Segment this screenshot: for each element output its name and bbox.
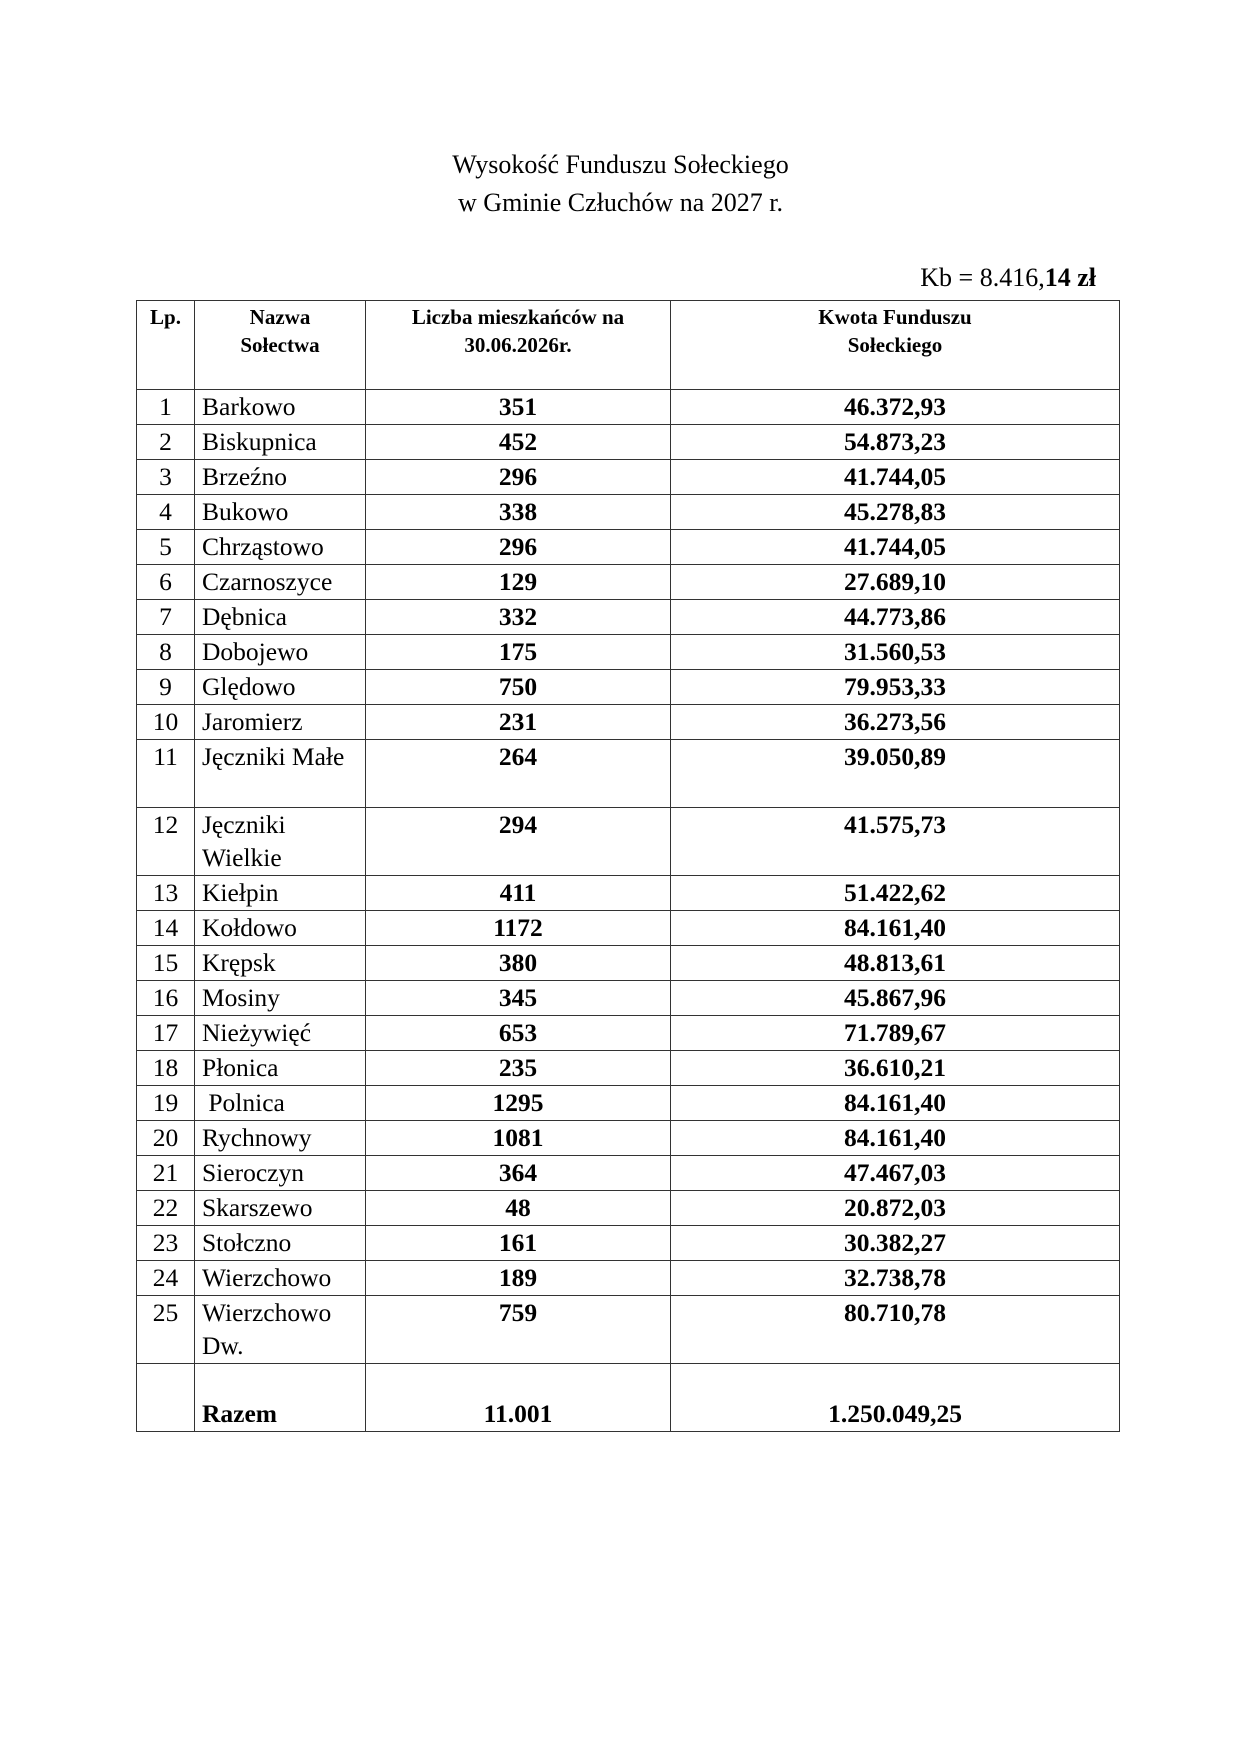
table-row bbox=[137, 1121, 1120, 1156]
row-amount: 30.382,27 bbox=[671, 1226, 1120, 1261]
table-row bbox=[137, 1051, 1120, 1086]
row-name: Dębnica bbox=[195, 600, 366, 635]
row-population: 235 bbox=[366, 1051, 671, 1086]
row-name: Stołczno bbox=[195, 1226, 366, 1261]
row-population: 48 bbox=[366, 1191, 671, 1226]
row-amount: 79.953,33 bbox=[671, 670, 1120, 705]
row-lp: 7 bbox=[137, 600, 195, 635]
table-row bbox=[137, 808, 1120, 876]
row-amount: 84.161,40 bbox=[671, 1086, 1120, 1121]
row-amount: 36.273,56 bbox=[671, 705, 1120, 740]
row-population: 452 bbox=[366, 425, 671, 460]
header-population-line-1: Liczba mieszkańców na bbox=[411, 305, 625, 329]
table-row bbox=[137, 705, 1120, 740]
row-population: 1172 bbox=[366, 911, 671, 946]
table-row bbox=[137, 600, 1120, 635]
row-lp: 11 bbox=[137, 740, 195, 808]
table-row bbox=[137, 670, 1120, 705]
row-lp: 21 bbox=[137, 1156, 195, 1191]
header-row bbox=[137, 301, 1120, 390]
row-population: 296 bbox=[366, 530, 671, 565]
row-lp: 20 bbox=[137, 1121, 195, 1156]
table-row bbox=[137, 911, 1120, 946]
row-name: Brzeźno bbox=[195, 460, 366, 495]
row-lp: 22 bbox=[137, 1191, 195, 1226]
row-population: 351 bbox=[366, 390, 671, 425]
row-lp: 24 bbox=[137, 1261, 195, 1296]
row-population: 380 bbox=[366, 946, 671, 981]
row-name: Nieżywięć bbox=[195, 1016, 366, 1051]
row-population: 189 bbox=[366, 1261, 671, 1296]
row-name: Chrząstowo bbox=[195, 530, 366, 565]
row-population: 364 bbox=[366, 1156, 671, 1191]
row-lp: 25 bbox=[137, 1296, 195, 1364]
row-lp: 10 bbox=[137, 705, 195, 740]
row-amount: 20.872,03 bbox=[671, 1191, 1120, 1226]
row-name: Płonica bbox=[195, 1051, 366, 1086]
row-amount: 41.744,05 bbox=[671, 530, 1120, 565]
row-population: 338 bbox=[366, 495, 671, 530]
row-lp: 2 bbox=[137, 425, 195, 460]
table-row bbox=[137, 1261, 1120, 1296]
table-row bbox=[137, 946, 1120, 981]
row-name: Kiełpin bbox=[195, 876, 366, 911]
total-label: Razem bbox=[195, 1364, 366, 1432]
row-lp: 17 bbox=[137, 1016, 195, 1051]
row-amount: 41.744,05 bbox=[671, 460, 1120, 495]
row-lp: 4 bbox=[137, 495, 195, 530]
row-population: 294 bbox=[366, 808, 671, 876]
row-population: 175 bbox=[366, 635, 671, 670]
header-lp-text: Lp. bbox=[150, 305, 181, 329]
row-amount: 45.278,83 bbox=[671, 495, 1120, 530]
row-lp: 9 bbox=[137, 670, 195, 705]
row-amount: 45.867,96 bbox=[671, 981, 1120, 1016]
row-population: 411 bbox=[366, 876, 671, 911]
row-name: Skarszewo bbox=[195, 1191, 366, 1226]
row-name: Dobojewo bbox=[195, 635, 366, 670]
row-name: Jęczniki Małe bbox=[195, 740, 366, 808]
table-row bbox=[137, 1016, 1120, 1051]
row-name: Barkowo bbox=[195, 390, 366, 425]
row-amount: 51.422,62 bbox=[671, 876, 1120, 911]
kb-prefix: Kb = 8.416, bbox=[920, 263, 1045, 292]
kb-suffix: 14 zł bbox=[1044, 263, 1096, 292]
row-population: 264 bbox=[366, 740, 671, 808]
row-population: 759 bbox=[366, 1296, 671, 1364]
row-name: Jęczniki Wielkie bbox=[195, 808, 366, 876]
row-name: Bukowo bbox=[195, 495, 366, 530]
row-name: Sieroczyn bbox=[195, 1156, 366, 1191]
row-name: Mosiny bbox=[195, 981, 366, 1016]
fund-table bbox=[136, 300, 1120, 1432]
document-title bbox=[0, 146, 1241, 222]
header-amount-line-1: Kwota Funduszu bbox=[818, 305, 972, 329]
kb-value bbox=[920, 263, 1096, 293]
header-amount-line-2: Sołeckiego bbox=[847, 333, 943, 357]
row-population: 1295 bbox=[366, 1086, 671, 1121]
row-lp: 23 bbox=[137, 1226, 195, 1261]
header-population-line-2: 30.06.2026r. bbox=[464, 333, 572, 357]
table-row bbox=[137, 530, 1120, 565]
row-amount: 31.560,53 bbox=[671, 635, 1120, 670]
header-name bbox=[195, 301, 366, 390]
table-row bbox=[137, 1086, 1120, 1121]
row-population: 653 bbox=[366, 1016, 671, 1051]
row-name: Polnica bbox=[195, 1086, 366, 1121]
total-row bbox=[137, 1364, 1120, 1432]
row-amount: 41.575,73 bbox=[671, 808, 1120, 876]
header-name-line-1: Nazwa bbox=[249, 305, 311, 329]
total-amount: 1.250.049,25 bbox=[671, 1364, 1120, 1432]
table-row bbox=[137, 425, 1120, 460]
header-amount bbox=[671, 301, 1120, 390]
row-population: 332 bbox=[366, 600, 671, 635]
row-population: 1081 bbox=[366, 1121, 671, 1156]
row-name: Biskupnica bbox=[195, 425, 366, 460]
table-row bbox=[137, 1296, 1120, 1364]
table-row bbox=[137, 876, 1120, 911]
total-lp-cell bbox=[137, 1364, 195, 1432]
row-lp: 6 bbox=[137, 565, 195, 600]
table-row bbox=[137, 635, 1120, 670]
total-population: 11.001 bbox=[366, 1364, 671, 1432]
table-row bbox=[137, 1191, 1120, 1226]
header-name-line-2: Sołectwa bbox=[240, 333, 320, 357]
row-amount: 54.873,23 bbox=[671, 425, 1120, 460]
table-row bbox=[137, 1226, 1120, 1261]
row-lp: 18 bbox=[137, 1051, 195, 1086]
row-lp: 12 bbox=[137, 808, 195, 876]
title-line-2: w Gminie Człuchów na 2027 r. bbox=[458, 188, 783, 217]
row-lp: 1 bbox=[137, 390, 195, 425]
row-name: Wierzchowo bbox=[195, 1261, 366, 1296]
table-row bbox=[137, 1156, 1120, 1191]
row-amount: 36.610,21 bbox=[671, 1051, 1120, 1086]
row-name: Krępsk bbox=[195, 946, 366, 981]
row-lp: 16 bbox=[137, 981, 195, 1016]
row-amount: 39.050,89 bbox=[671, 740, 1120, 808]
row-lp: 3 bbox=[137, 460, 195, 495]
row-amount: 71.789,67 bbox=[671, 1016, 1120, 1051]
row-name: Kołdowo bbox=[195, 911, 366, 946]
row-name: Jaromierz bbox=[195, 705, 366, 740]
row-name: Ględowo bbox=[195, 670, 366, 705]
row-amount: 80.710,78 bbox=[671, 1296, 1120, 1364]
row-population: 161 bbox=[366, 1226, 671, 1261]
row-amount: 32.738,78 bbox=[671, 1261, 1120, 1296]
table-row bbox=[137, 495, 1120, 530]
row-amount: 84.161,40 bbox=[671, 1121, 1120, 1156]
table-row bbox=[137, 460, 1120, 495]
row-population: 296 bbox=[366, 460, 671, 495]
row-amount: 47.467,03 bbox=[671, 1156, 1120, 1191]
row-lp: 8 bbox=[137, 635, 195, 670]
row-lp: 5 bbox=[137, 530, 195, 565]
row-amount: 44.773,86 bbox=[671, 600, 1120, 635]
row-amount: 27.689,10 bbox=[671, 565, 1120, 600]
row-name: Wierzchowo Dw. bbox=[195, 1296, 366, 1364]
row-population: 345 bbox=[366, 981, 671, 1016]
row-population: 750 bbox=[366, 670, 671, 705]
row-lp: 13 bbox=[137, 876, 195, 911]
row-lp: 14 bbox=[137, 911, 195, 946]
row-name: Rychnowy bbox=[195, 1121, 366, 1156]
row-amount: 46.372,93 bbox=[671, 390, 1120, 425]
row-lp: 15 bbox=[137, 946, 195, 981]
table-row bbox=[137, 981, 1120, 1016]
table-row bbox=[137, 740, 1120, 808]
row-lp: 19 bbox=[137, 1086, 195, 1121]
title-line-1: Wysokość Funduszu Sołeckiego bbox=[452, 150, 789, 179]
row-amount: 84.161,40 bbox=[671, 911, 1120, 946]
row-population: 129 bbox=[366, 565, 671, 600]
header-population bbox=[366, 301, 671, 390]
row-population: 231 bbox=[366, 705, 671, 740]
header-lp bbox=[137, 301, 195, 390]
table-row bbox=[137, 390, 1120, 425]
row-amount: 48.813,61 bbox=[671, 946, 1120, 981]
row-name: Czarnoszyce bbox=[195, 565, 366, 600]
table-row bbox=[137, 565, 1120, 600]
